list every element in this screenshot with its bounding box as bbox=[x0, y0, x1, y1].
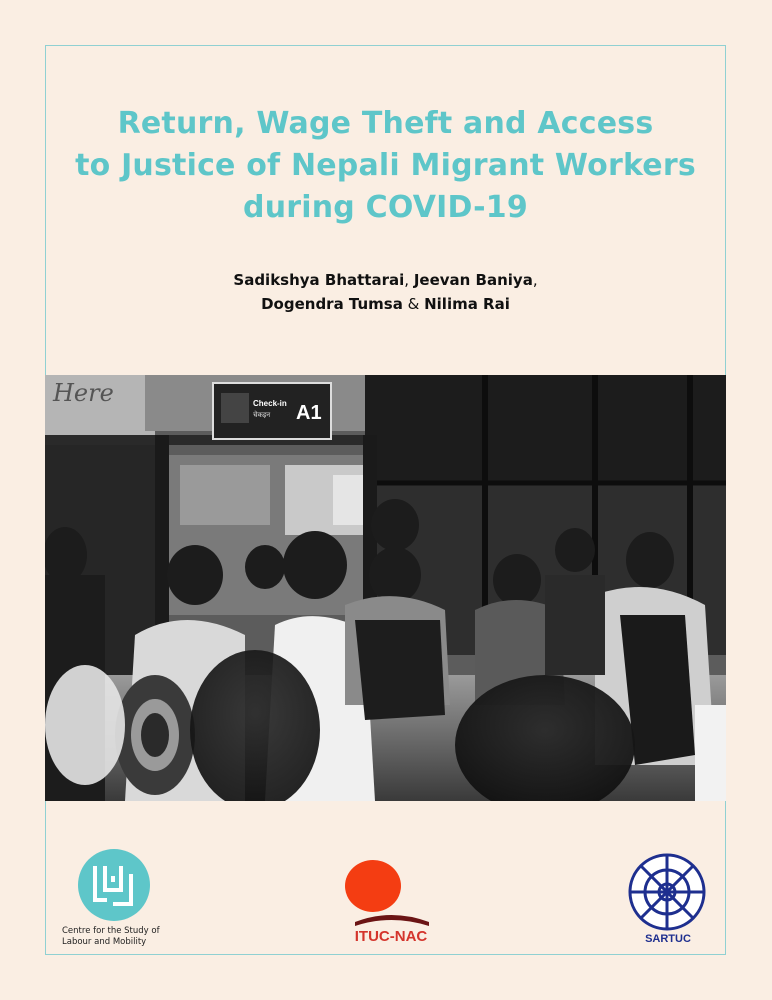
cslm-caption bbox=[62, 926, 182, 948]
author-line-1 bbox=[45, 268, 726, 292]
ituc-caption: ITUC-NAC bbox=[354, 928, 428, 945]
cover-photo bbox=[45, 375, 726, 801]
report-title bbox=[45, 103, 726, 229]
airport-crowd-photo bbox=[45, 375, 726, 801]
gate-number: A1 bbox=[296, 402, 322, 424]
cslm-emblem-icon bbox=[77, 848, 151, 922]
sign-here-text: Here bbox=[53, 379, 114, 407]
ituc-nac-logo bbox=[343, 860, 439, 930]
author-line-2 bbox=[45, 292, 726, 316]
title-line-3: during COVID-19 bbox=[243, 190, 528, 225]
author-name: Jeevan Baniya bbox=[413, 271, 533, 289]
cslm-caption-line: Labour and Mobility bbox=[62, 937, 147, 947]
author-ampersand: & bbox=[402, 295, 425, 313]
title-line-1: Return, Wage Theft and Access bbox=[117, 106, 654, 141]
author-name: Sadikshya Bhattarai bbox=[233, 271, 405, 289]
author-name: Dogendra Tumsa bbox=[261, 295, 403, 313]
author-separator: , bbox=[404, 271, 414, 289]
author-separator: , bbox=[532, 271, 538, 289]
cslm-logo bbox=[77, 848, 151, 922]
checkin-sign-label: Check-in bbox=[253, 399, 287, 408]
author-list bbox=[45, 268, 726, 316]
sartuc-logo bbox=[627, 852, 707, 932]
checkin-sign-sublabel: चेकइन bbox=[253, 412, 271, 419]
ituc-emblem-icon bbox=[343, 860, 439, 930]
title-line-2: to Justice of Nepali Migrant Workers bbox=[75, 148, 696, 183]
sartuc-caption: SARTUC bbox=[645, 933, 691, 945]
author-name: Nilima Rai bbox=[424, 295, 510, 313]
sartuc-emblem-icon bbox=[627, 852, 707, 932]
cslm-caption-line: Centre for the Study of bbox=[62, 926, 160, 936]
